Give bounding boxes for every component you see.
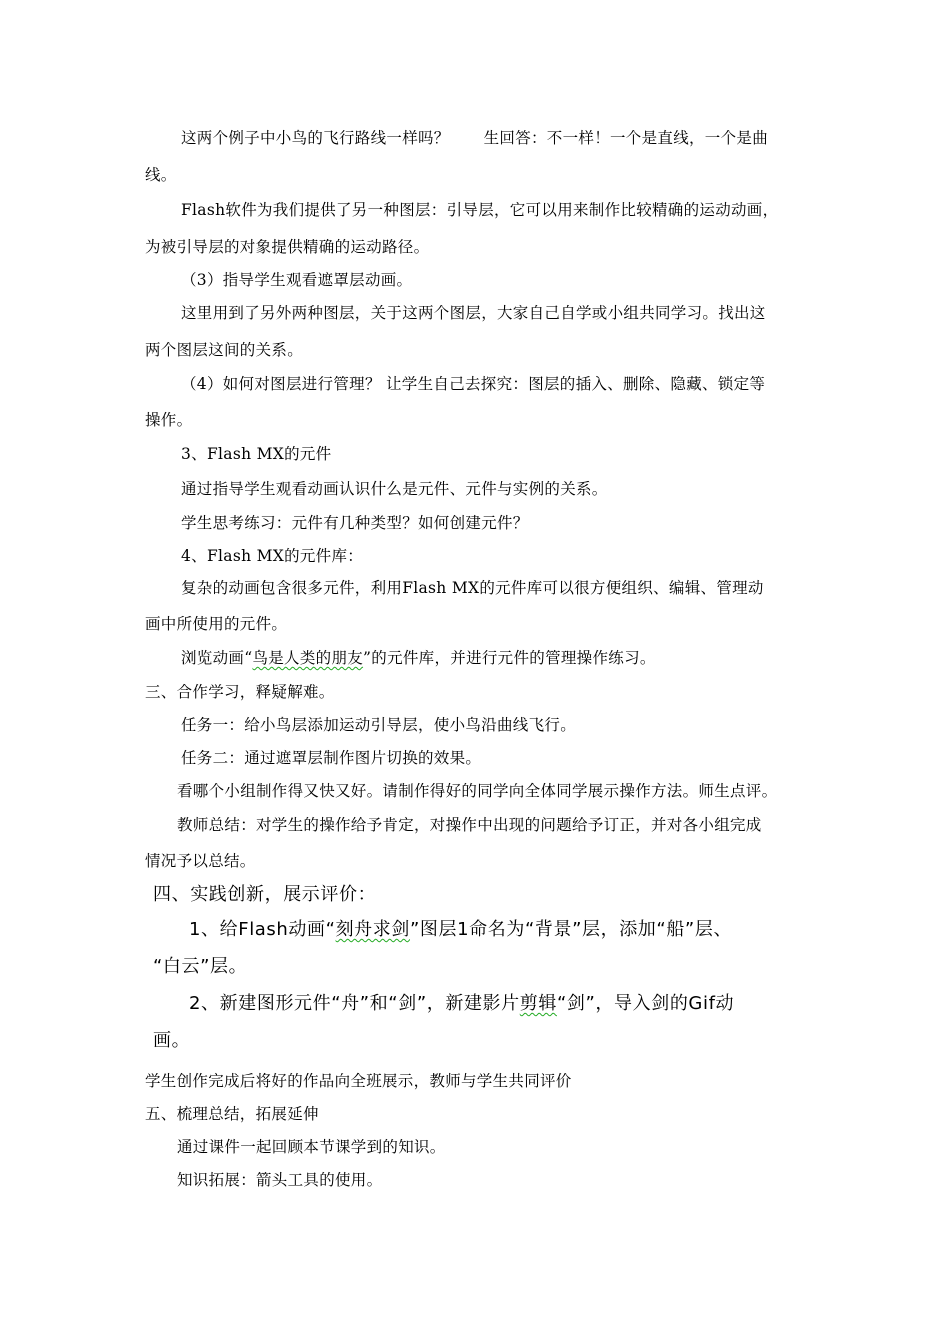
text-line-21: 教师总结：对学生的操作给予肯定，对操作中出现的问题给予订正，并对各小组完成	[177, 816, 762, 834]
text-line-20: 看哪个小组制作得又快又好。请制作得好的同学向全体同学展示操作方法。师生点评。	[177, 782, 778, 800]
text-line-3: Flash软件为我们提供了另一种图层：引导层，它可以用来制作比较精确的运动动画，	[181, 201, 779, 219]
text-line-28: 学生创作完成后将好的作品向全班展示，教师与学生共同评价	[145, 1072, 572, 1090]
spellcheck-underlined-text: 剪辑	[519, 993, 557, 1014]
text-line-15: 画中所使用的元件。	[145, 615, 288, 633]
text-line-4: 为被引导层的对象提供精确的运动路径。	[145, 238, 430, 256]
text-line-8: （4）如何对图层进行管理？ 让学生自己去探究：图层的插入、删除、隐藏、锁定等	[181, 375, 766, 393]
answer-text: 生回答：不一样！一个是直线，一个是曲	[483, 129, 769, 147]
section-heading-5: 五、梳理总结，拓展延伸	[145, 1105, 319, 1123]
text-line-30: 通过课件一起回顾本节课学到的知识。	[177, 1138, 446, 1156]
section-heading-4: 四、实践创新，展示评价：	[153, 884, 377, 905]
text-line-22: 情况予以总结。	[145, 852, 256, 870]
task-line-1: 1、给Flash动画“刻舟求剑”图层1命名为“背景”层，添加“船”层、	[189, 919, 733, 940]
spellcheck-underlined-text: 刻舟求剑	[335, 919, 410, 940]
text-line-13: 4、Flash MX的元件库：	[181, 547, 364, 565]
task-line-1-cont: “白云”层。	[153, 956, 248, 977]
text-line-14: 复杂的动画包含很多元件，利用Flash MX的元件库可以很方便组织、编辑、管理动	[181, 579, 764, 597]
text-line-9: 操作。	[145, 411, 193, 429]
spellcheck-underlined-text: 鸟是人类的朋友	[252, 649, 364, 667]
text-line-5: （3）指导学生观看遮罩层动画。	[181, 271, 413, 289]
task-line-2: 2、新建图形元件“舟”和“剑”，新建影片剪辑“剑”，导入剑的Gif动	[189, 993, 735, 1014]
text-line-16: 浏览动画“鸟是人类的朋友”的元件库，并进行元件的管理操作练习。	[181, 649, 656, 667]
text-line-10: 3、Flash MX的元件	[181, 445, 332, 463]
question-text: 这两个例子中小鸟的飞行路线一样吗？	[181, 129, 450, 147]
text-line-6: 这里用到了另外两种图层，关于这两个图层，大家自己自学或小组共同学习。找出这	[181, 304, 766, 322]
text-line-7: 两个图层这间的关系。	[145, 341, 304, 359]
text-line-2: 线。	[145, 166, 177, 184]
text-line-12: 学生思考练习：元件有几种类型？如何创建元件？	[181, 514, 529, 532]
section-heading-3: 三、合作学习，释疑解难。	[145, 683, 335, 701]
text-line-11: 通过指导学生观看动画认识什么是元件、元件与实例的关系。	[181, 480, 608, 498]
text-line-19: 任务二：通过遮罩层制作图片切换的效果。	[181, 749, 482, 767]
text-line-18: 任务一：给小鸟层添加运动引导层，使小鸟沿曲线飞行。	[181, 716, 577, 734]
text-line-31: 知识拓展：箭头工具的使用。	[177, 1171, 383, 1189]
text-line-1	[181, 128, 768, 148]
task-line-2-cont: 画。	[153, 1030, 191, 1051]
